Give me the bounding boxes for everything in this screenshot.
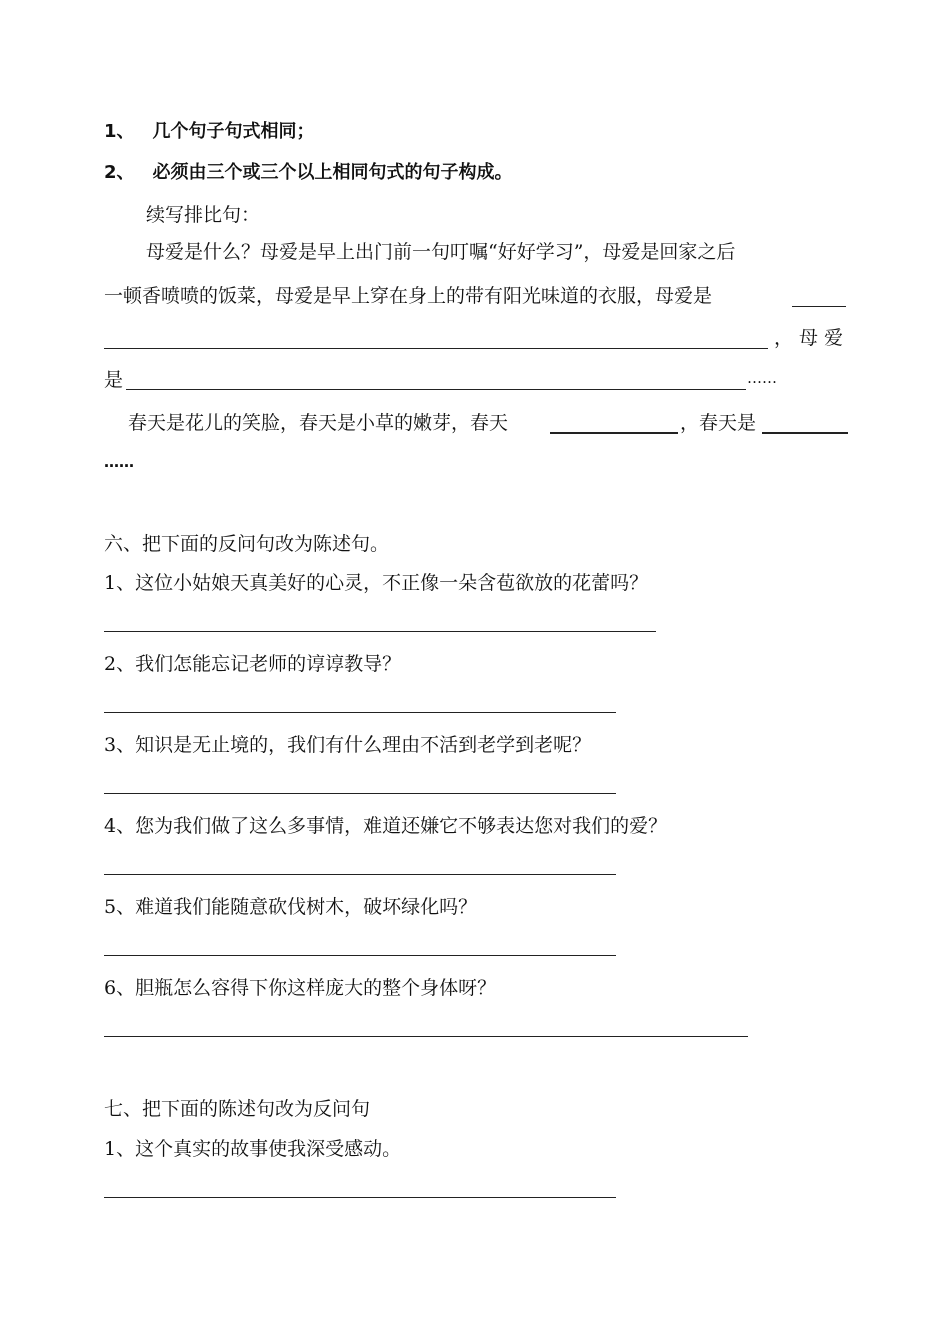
criterion-2 [104,161,513,185]
question-item: 3、知识是无止境的，我们有什么理由不活到老学到老呢？ [104,734,592,756]
question-item: 5、难道我们能随意砍伐树木，破坏绿化吗？ [104,896,478,918]
section-7-title: 七、把下面的陈述句改为反问句 [104,1098,371,1120]
spring-line-part-1: 春天是花儿的笑脸，春天是小草的嫩芽，春天 [128,412,509,434]
answer-line[interactable] [104,1036,748,1037]
mother-love-line-4-head: 是 [104,369,124,391]
question-item: 1、这个真实的故事使我深受感动。 [104,1138,402,1160]
answer-blank[interactable] [126,389,746,390]
answer-blank[interactable] [550,432,678,434]
answer-line[interactable] [104,955,616,956]
answer-line[interactable] [104,712,616,713]
question-item: 4、您为我们做了这么多事情，难道还嫌它不够表达您对我们的爱？ [104,815,668,837]
spring-ellipsis: …… [104,453,134,471]
answer-line[interactable] [104,1197,616,1198]
criterion-number: 1、 [104,121,135,142]
question-item: 2、我们怎能忘记老师的谆谆教导？ [104,653,402,675]
answer-line[interactable] [104,793,616,794]
spring-line-part-2: ，春天是 [680,412,757,434]
answer-blank[interactable] [104,348,768,349]
mother-love-line-2: 一顿香喷喷的饭菜，母爱是早上穿在身上的带有阳光味道的衣服，母爱是 [104,285,713,307]
question-item: 6、胆瓶怎么容得下你这样庞大的整个身体呀？ [104,977,497,999]
answer-blank[interactable] [762,432,848,434]
answer-line[interactable] [104,874,616,875]
mother-love-line-3-tail: ，母爱 [774,327,850,349]
answer-line[interactable] [104,631,656,632]
section-6-title: 六、把下面的反问句改为陈述句。 [104,533,390,555]
criterion-text: 几个句子句式相同； [152,121,315,142]
criterion-number: 2、 [104,162,135,183]
ellipsis: …… [747,369,777,387]
criterion-text: 必须由三个或三个以上相同句式的句子构成。 [152,162,513,183]
continuation-heading: 续写排比句： [146,204,261,226]
question-item: 1、这位小姑娘天真美好的心灵，不正像一朵含苞欲放的花蕾吗？ [104,572,649,594]
criterion-1 [104,120,315,144]
mother-love-line-1: 母爱是什么？母爱是早上出门前一句叮嘱“好好学习”，母爱是回家之后 [146,241,736,263]
answer-blank[interactable] [792,306,846,307]
